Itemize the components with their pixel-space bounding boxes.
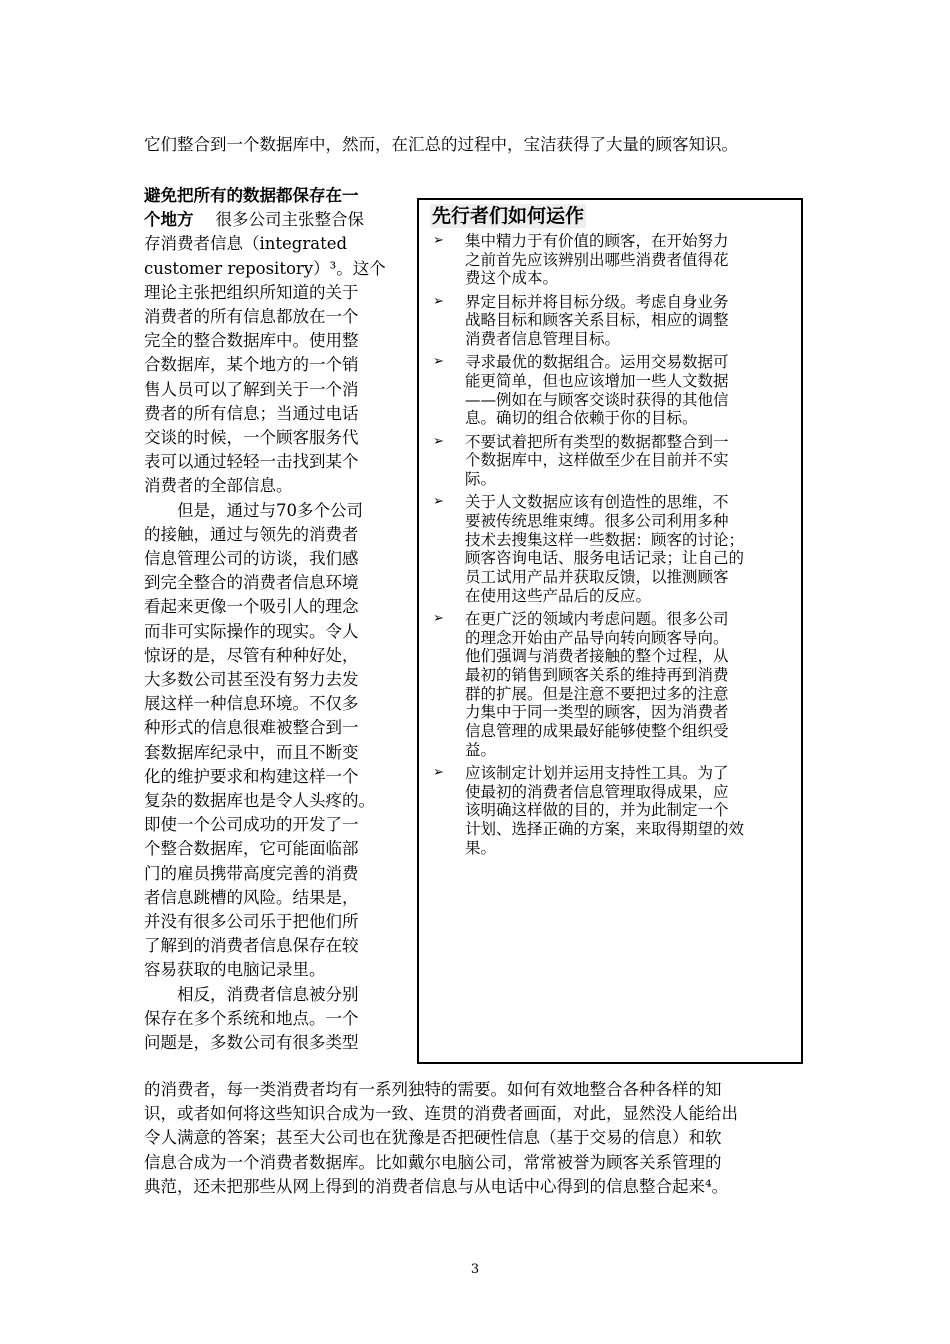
section-heading-line: 个地方 bbox=[144, 210, 194, 230]
bottom-text-line: 识，或者如何将这些知识合成为一致、连贯的消费者画面，对此，显然没人能给出 bbox=[144, 1104, 738, 1124]
left-text-line: 存消费者信息（integrated bbox=[144, 234, 348, 254]
left-text-line: 问题是，多数公司有很多类型 bbox=[144, 1033, 359, 1052]
left-text-line: 展这样一种信息环境。不仅多 bbox=[144, 694, 359, 714]
sidebar-item-line: 员工试用产品并获取反馈，以推测顾客 bbox=[465, 567, 729, 586]
left-text-line: 但是，通过与70多个公司 bbox=[177, 500, 363, 520]
left-text-line: 而非可实际操作的现实。令人 bbox=[144, 621, 359, 641]
bottom-text-line: 的消费者，每一类消费者均有一系列独特的需要。如何有效地整合各种各样的知 bbox=[144, 1080, 722, 1099]
left-text-line: 个整合数据库，它可能面临部 bbox=[144, 839, 359, 859]
sidebar-box bbox=[417, 198, 803, 1064]
left-text-line: 交谈的时候，一个顾客服务代 bbox=[144, 428, 359, 447]
left-text-line: 了解到的消费者信息保存在较 bbox=[144, 936, 359, 956]
sidebar-item-line: 技术去搜集这样一些数据：顾客的讨论； bbox=[465, 530, 745, 549]
left-text-line: 保存在多个系统和地点。一个 bbox=[144, 1008, 359, 1028]
bullet-arrow-icon: ➢ bbox=[433, 293, 444, 309]
sidebar-item-line: 不要试着把所有类型的数据都整合到一 bbox=[465, 432, 729, 451]
sidebar-item-line: 息。确切的组合依赖于你的目标。 bbox=[465, 409, 698, 428]
sidebar-item-line: 战略目标和顾客关系目标，相应的调整 bbox=[465, 311, 729, 330]
bottom-text-line: 令人满意的答案；甚至大公司也在犹豫是否把硬性信息（基于交易的信息）和软 bbox=[144, 1128, 722, 1148]
left-text-segment: 很多公司主张整合保 bbox=[215, 210, 364, 230]
sidebar-item-line: 际。 bbox=[465, 469, 497, 488]
left-text-line: 售人员可以了解到关于一个消 bbox=[144, 379, 359, 399]
sidebar-item-line: 果。 bbox=[465, 838, 497, 857]
sidebar-item-line: 能更简单，但也应该增加一些人文数据 bbox=[465, 371, 729, 390]
left-text-line: 理论主张把组织所知道的关于 bbox=[144, 282, 359, 302]
left-text-line: 的接触，通过与领先的消费者 bbox=[144, 524, 359, 544]
sidebar-item-line: 信息管理的成果最好能够使整个组织受 bbox=[465, 722, 729, 740]
sidebar-item-line: ——例如在与顾客交谈时获得的其他信 bbox=[465, 390, 729, 409]
left-text-line: 复杂的数据库也是令人头疼的。 bbox=[144, 791, 375, 810]
page-number: 3 bbox=[470, 1262, 480, 1277]
left-text-line: 合数据库，某个地方的一个销 bbox=[144, 355, 359, 375]
sidebar-item-line: 群的扩展。但是注意不要把过多的注意 bbox=[465, 684, 729, 703]
left-text-line: 化的维护要求和构建这样一个 bbox=[144, 766, 359, 786]
left-text-line: 看起来更像一个吸引人的理念 bbox=[144, 597, 359, 617]
sidebar-item-line: 使最初的消费者信息管理取得成果，应 bbox=[465, 782, 729, 801]
left-text-line: 消费者的所有信息都放在一个 bbox=[144, 307, 359, 326]
sidebar-item-line: 费这个成本。 bbox=[465, 269, 559, 288]
left-text-line: 套数据库纪录中，而且不断变 bbox=[144, 742, 359, 762]
left-text-line: 种形式的信息很难被整合到一 bbox=[144, 718, 359, 738]
sidebar-item-line: 益。 bbox=[465, 740, 497, 759]
sidebar-item-line: 集中精力于有价值的顾客，在开始努力 bbox=[465, 232, 729, 250]
sidebar-item-line: 在更广泛的领域内考虑问题。很多公司 bbox=[465, 609, 729, 628]
intro-paragraph: 它们整合到一个数据库中，然而，在汇总的过程中，宝洁获得了大量的顾客知识。 bbox=[144, 135, 738, 154]
sidebar-item-line: 最初的销售到顾客关系的维持再到消费 bbox=[465, 665, 729, 684]
left-text-line: 大多数公司甚至没有努力去发 bbox=[144, 670, 359, 689]
left-text-line: 即使一个公司成功的开发了一 bbox=[144, 815, 359, 835]
bullet-arrow-icon: ➢ bbox=[433, 433, 444, 449]
sidebar-item-line: 的理念开始由产品导向转向顾客导向。 bbox=[465, 628, 729, 647]
sidebar-item-line: 该明确这样做的目的，并为此制定一个 bbox=[465, 801, 729, 820]
left-text-line: 消费者的全部信息。 bbox=[144, 476, 293, 496]
sidebar-item-line: 消费者信息管理目标。 bbox=[465, 330, 621, 348]
sidebar-title: 先行者们如何运作 bbox=[432, 205, 585, 227]
bottom-text-line: 信息合成为一个消费者数据库。比如戴尔电脑公司，常常被誉为顾客关系管理的 bbox=[144, 1152, 722, 1172]
sidebar-item-line: 关于人文数据应该有创造性的思维，不 bbox=[465, 493, 729, 512]
sidebar-item-line: 顾客咨询电话、服务电话记录；让自己的 bbox=[465, 549, 745, 568]
left-text-line: 容易获取的电脑记录里。 bbox=[144, 960, 326, 980]
sidebar-item-line: 计划、选择正确的方案，来取得期望的效 bbox=[465, 820, 745, 838]
left-text-line: 相反，消费者信息被分别 bbox=[177, 984, 359, 1004]
bullet-arrow-icon: ➢ bbox=[433, 610, 444, 626]
bullet-arrow-icon: ➢ bbox=[433, 354, 444, 370]
left-text-line: 表可以通过轻轻一击找到某个 bbox=[144, 452, 359, 472]
bullet-arrow-icon: ➢ bbox=[433, 764, 444, 780]
sidebar-item-line: 应该制定计划并运用支持性工具。为了 bbox=[465, 763, 729, 782]
left-text-line: 到完全整合的消费者信息环境 bbox=[144, 573, 359, 593]
left-text-line: 并没有很多公司乐于把他们所 bbox=[144, 912, 359, 931]
bullet-arrow-icon: ➢ bbox=[433, 494, 444, 510]
sidebar-item-line: 界定目标并将目标分级。考虑自身业务 bbox=[465, 292, 729, 311]
bullet-arrow-icon: ➢ bbox=[433, 233, 444, 248]
sidebar-item-line: 个数据库中，这样做至少在目前并不实 bbox=[465, 451, 729, 470]
sidebar-item-line: 力集中于同一类型的顾客，因为消费者 bbox=[465, 703, 729, 722]
left-text-line: 信息管理公司的访谈，我们感 bbox=[144, 549, 359, 568]
left-text-line: 者信息跳槽的风险。结果是， bbox=[144, 887, 359, 907]
left-text-line: 完全的整合数据库中。使用整 bbox=[144, 331, 359, 351]
sidebar-item-line: 寻求最优的数据组合。运用交易数据可 bbox=[465, 353, 729, 372]
left-text-line: 门的雇员携带高度完善的消费 bbox=[144, 863, 359, 883]
bottom-text-line: 典范，还未把那些从网上得到的消费者信息与从电话中心得到的信息整合起来⁴。 bbox=[144, 1176, 729, 1196]
sidebar-item-line: 他们强调与消费者接触的整个过程，从 bbox=[465, 647, 729, 666]
left-text-line: customer repository）³。这个 bbox=[144, 258, 386, 278]
left-text-line: 费者的所有信息；当通过电话 bbox=[144, 403, 359, 423]
section-heading-line: 避免把所有的数据都保存在一 bbox=[144, 186, 359, 205]
sidebar-item-line: 之前首先应该辨别出哪些消费者值得花 bbox=[465, 250, 729, 269]
left-text-line bbox=[144, 210, 399, 230]
left-text-line: 惊讶的是，尽管有种种好处， bbox=[144, 645, 359, 665]
sidebar-item-line: 在使用这些产品后的反应。 bbox=[465, 586, 652, 605]
sidebar-item-line: 要被传统思维束缚。很多公司利用多种 bbox=[465, 511, 729, 530]
